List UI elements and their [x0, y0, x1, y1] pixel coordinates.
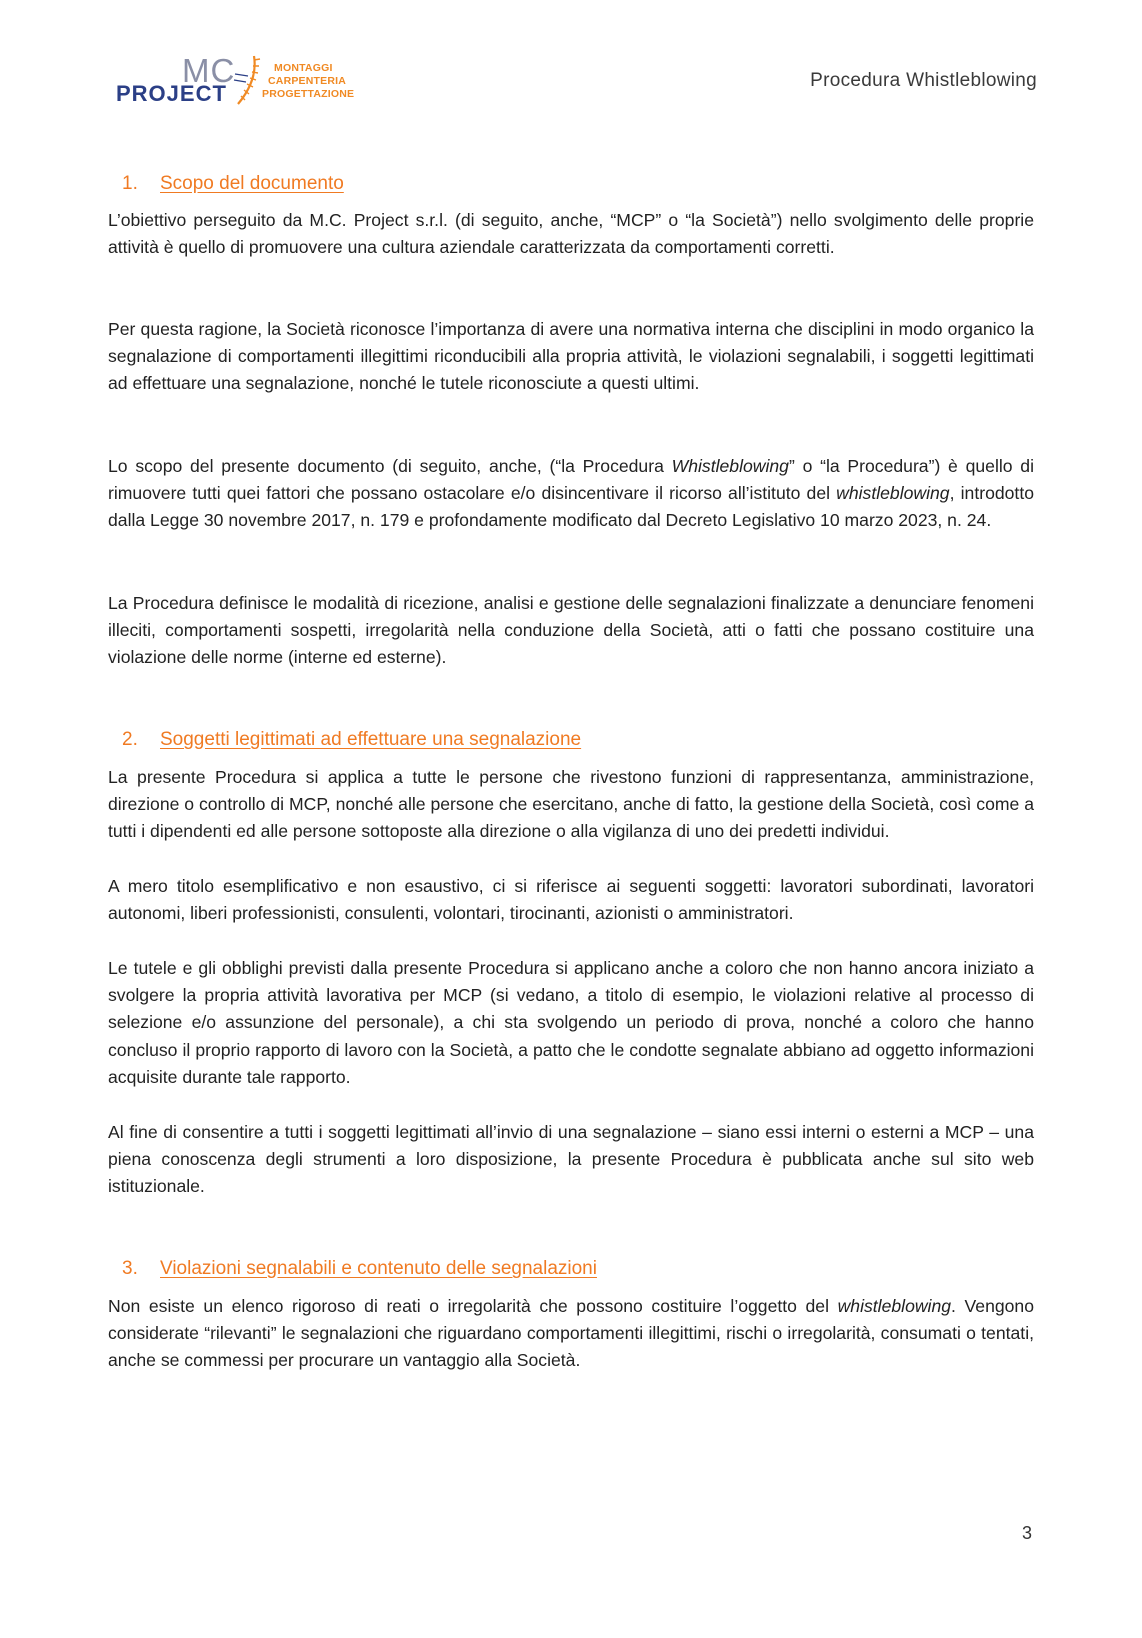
section-1-paragraph-1: L’obiettivo perseguito da M.C. Project s.r.l. (di seguito, anche, “MCP” o “la Società”) nello svolgimento delle proprie attività è quello di promuovere una cultura aziendale caratterizzata da comportamenti corretti. — [108, 210, 1034, 258]
section-2-heading — [122, 728, 581, 752]
section-2-paragraph-2: A mero titolo esemplificativo e non esaustivo, ci si riferisce ai seguenti soggetti: lavoratori subordinati, lavoratori autonomi, liberi professionisti, consulenti, volontari, tirocinanti, azionisti o amministratori. — [108, 876, 1034, 924]
section-1-heading — [122, 172, 344, 196]
logo-tagline-3: PROGETTAZIONE — [262, 88, 355, 100]
section-3-paragraph-1: Non esiste un elenco rigoroso di reati o irregolarità che possono costituire l’oggetto del whistleblowing. Vengono considerate “rilevanti” le segnalazioni che riguardano comportamenti illegittimi, rischi o irregolarità, consumati o tentati, anche se commessi per procurare un vantaggio alla Società. — [108, 1296, 1034, 1371]
section-2-paragraph-1: La presente Procedura si applica a tutte le persone che rivestono funzioni di rappresentanza, amministrazione, direzione o controllo di MCP, nonché alle persone che esercitano, anche di fatto, la gestione della Società, così come a tutti i dipendenti ed alle persone sottoposte alla direzione o alla vigilanza di uno dei predetti individui. — [108, 767, 1034, 842]
logo-spark-icon — [232, 54, 262, 106]
logo-mc: MC — [182, 52, 236, 89]
company-logo — [116, 54, 386, 106]
section-1-number: 1. — [122, 173, 138, 194]
section-1-paragraph-3: Lo scopo del presente documento (di seguito, anche, (“la Procedura Whistleblowing” o “la Procedura”) è quello di rimuovere tutti quei fattori che possano ostacolare e/o disincentivare il ricorso all’istituto del whistleblowing, introdotto dalla Legge 30 novembre 2017, n. 179 e profondamente modificato dal Decreto Legislativo 10 marzo 2023, n. 24. — [108, 456, 1034, 531]
section-2-title: Soggetti legittimati ad effettuare una segnalazione — [160, 729, 582, 750]
section-3-title: Violazioni segnalabili e contenuto delle segnalazioni — [160, 1258, 597, 1279]
section-2-number: 2. — [122, 729, 138, 750]
logo-project: PROJECT — [116, 81, 227, 106]
section-3-number: 3. — [122, 1258, 138, 1279]
logo-tagline-2: CARPENTERIA — [268, 75, 347, 87]
logo-tagline-1: MONTAGGI — [274, 62, 333, 74]
section-2-paragraph-3: Le tutele e gli obblighi previsti dalla presente Procedura si applicano anche a coloro che non hanno ancora iniziato a svolgere la propria attività lavorativa per MCP (si vedano, a titolo di esempio, le violazioni relative al processo di selezione e/o assunzione del personale), a chi sta svolgendo un periodo di prova, nonché a coloro che hanno concluso il proprio rapporto di lavoro con la Società, a patto che le condotte segnalate abbiano ad oggetto informazioni acquisite durante tale rapporto. — [108, 958, 1034, 1087]
section-1-paragraph-4: La Procedura definisce le modalità di ricezione, analisi e gestione delle segnalazioni finalizzate a denunciare fenomeni illeciti, comportamenti sospetti, irregolarità nella conduzione della Società, atti o fatti che possano costituire una violazione delle norme (interne ed esterne). — [108, 593, 1034, 668]
page-number: 3 — [1021, 1523, 1032, 1543]
header-title: Procedura Whistleblowing — [810, 70, 1037, 91]
section-1-title: Scopo del documento — [160, 173, 344, 194]
section-2-paragraph-4: Al fine di consentire a tutti i soggetti legittimati all’invio di una segnalazione – siano essi interni o esterni a MCP – una piena conoscenza degli strumenti a loro disposizione, la presente Procedura è pubblicata anche sul sito web istituzionale. — [108, 1122, 1034, 1197]
section-1-paragraph-2: Per questa ragione, la Società riconosce l’importanza di avere una normativa interna che disciplini in modo organico la segnalazione di comportamenti illegittimi riconducibili alla propria attività, le violazioni segnalabili, i soggetti legittimati ad effettuare una segnalazione, nonché le tutele riconosciute a questi ultimi. — [108, 319, 1034, 394]
section-3-heading — [122, 1257, 597, 1281]
